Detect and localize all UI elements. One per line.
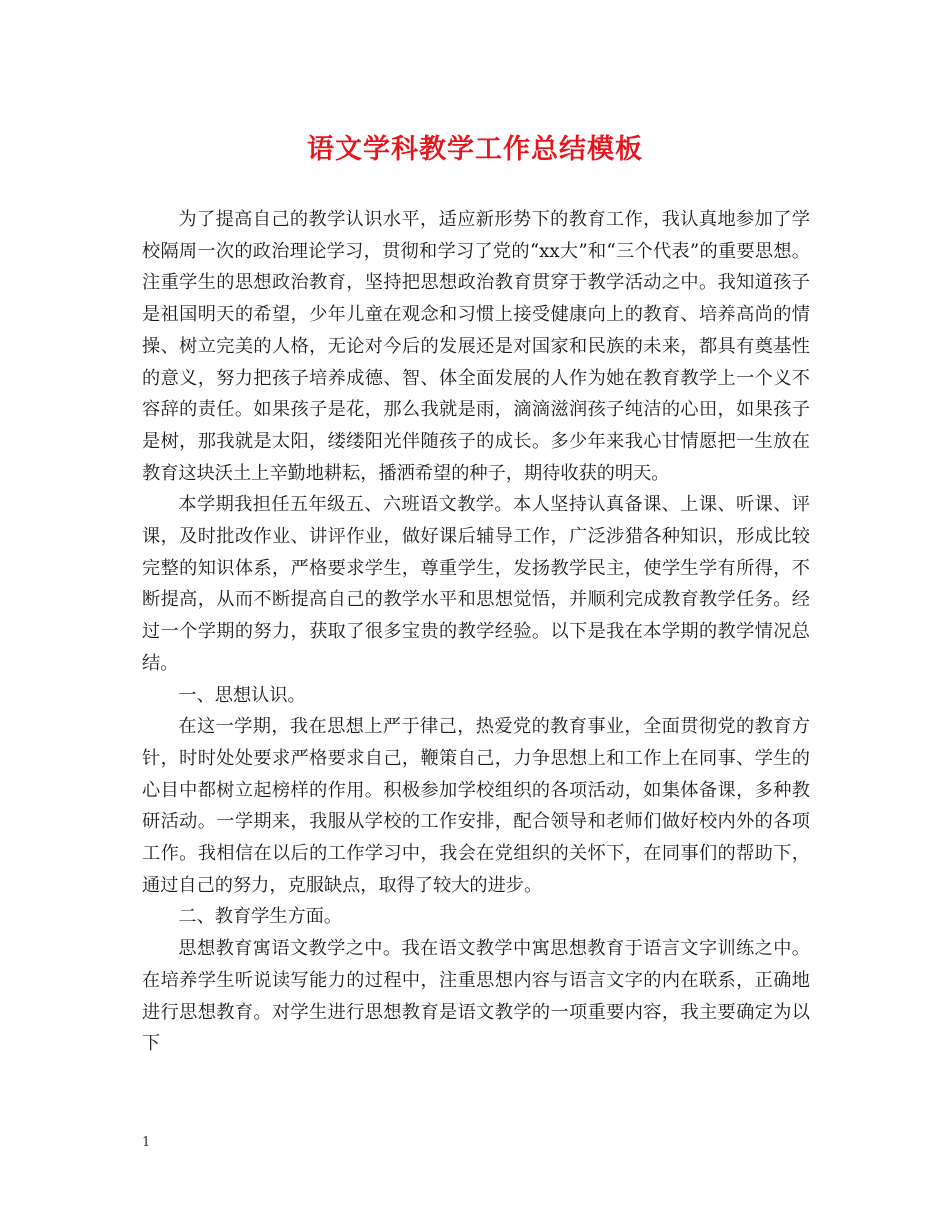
section-heading: 二、教育学生方面。 — [178, 906, 343, 928]
paragraph: 为了提高自己的教学认识水平，适应新形势下的教育工作，我认真地参加了学校隔周一次的政治理论学习，贯彻和学习了党的“xx大”和“三个代表”的重要思想。注重学生的思想政治教育，坚持把思想政治教育贯穿于教学活动之中。我知道孩子是祖国明天的希望，少年儿童在观念和习惯上接受健康向上的教育、培养高尚的情操、树立完美的人格，无论对今后的发展还是对国家和民族的未来，都具有奠基性的意义，努力把孩子培养成德、智、体全面发展的人作为她在教育教学上一个义不容辞的责任。如果孩子是花，那么我就是雨，滴滴滋润孩子纯洁的心田，如果孩子是树，那我就是太阳，缕缕阳光伴随孩子的成长。多少年来我心甘情愿把一生放在教育这块沃土上辛勤地耕耘，播洒希望的种子，期待收获的明天。 — [142, 209, 810, 484]
page-number: 1 — [142, 1135, 151, 1150]
paragraph: 在这一学期，我在思想上严于律己，热爱党的教育事业，全面贯彻党的教育方针，时时处处要求严格要求自己，鞭策自己，力争思想上和工作上在同事、学生的心目中都树立起榜样的作用。积极参加学校组织的各项活动，如集体备课，多种教研活动。一学期来，我服从学校的工作安排，配合领导和老师们做好校内外的各项工作。我相信在以后的工作学习中，我会在党组织的关怀下，在同事们的帮助下，通过自己的努力，克服缺点，取得了较大的进步。 — [142, 716, 810, 896]
paragraph: 本学期我担任五年级五、六班语文教学。本人坚持认真备课、上课、听课、评课，及时批改作业、讲评作业，做好课后辅导工作，广泛涉猎各种知识，形成比较完整的知识体系，严格要求学生，尊重学生，发扬教学民主，使学生学有所得，不断提高，从而不断提高自己的教学水平和思想觉悟，并顺利完成教育教学任务。经过一个学期的努力，获取了很多宝贵的教学经验。以下是我在本学期的教学情况总结。 — [142, 494, 810, 674]
paragraph: 思想教育寓语文教学之中。我在语文教学中寓思想教育于语言文字训练之中。在培养学生听说读写能力的过程中，注重思想内容与语言文字的内在联系，正确地进行思想教育。对学生进行思想教育是语文教学的一项重要内容，我主要确定为以下 — [142, 938, 810, 1055]
document-body — [142, 204, 810, 1060]
document-title: 语文学科教学工作总结模板 — [307, 134, 643, 165]
section-heading: 一、思想认识。 — [178, 684, 306, 706]
